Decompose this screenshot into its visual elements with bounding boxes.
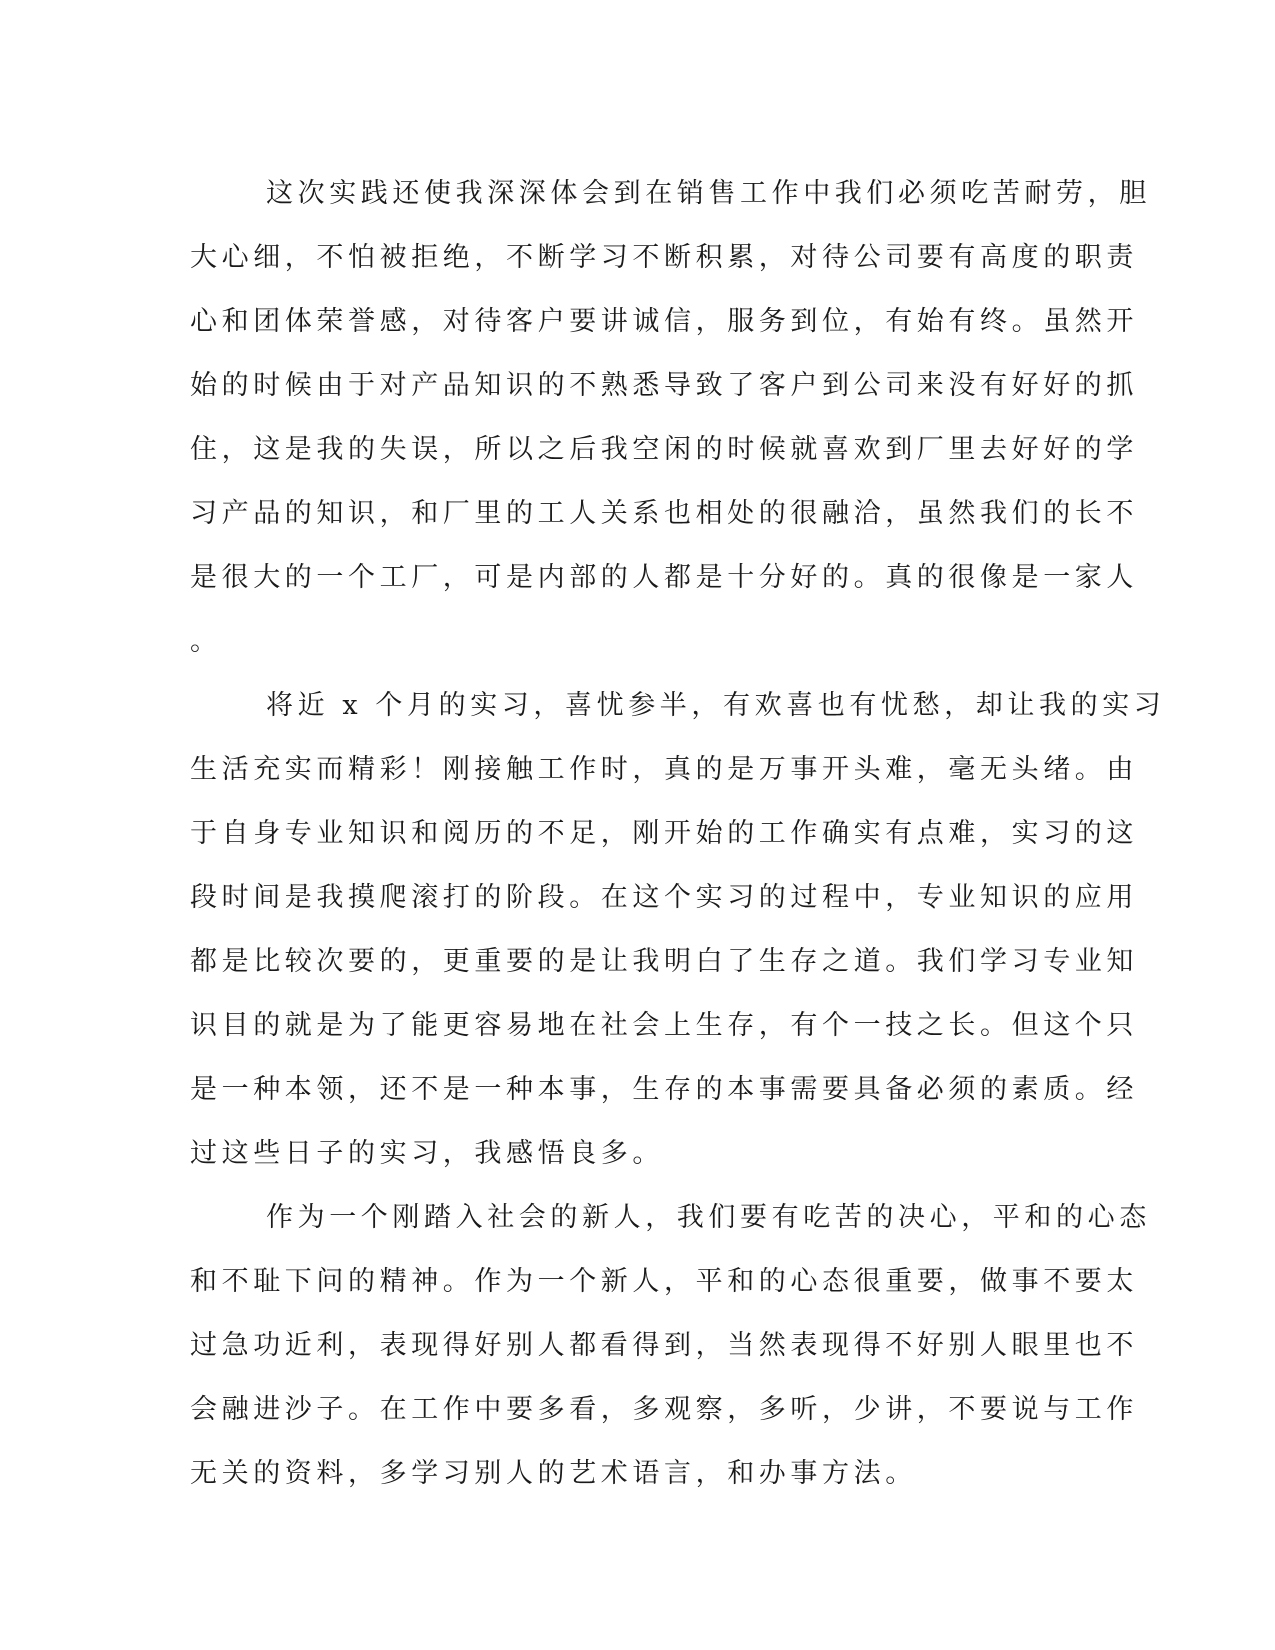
- text-line: 于自身专业知识和阅历的不足，刚开始的工作确实有点难，实习的这: [190, 818, 1138, 849]
- text-line: 和不耻下问的精神。作为一个新人，平和的心态很重要，做事不要太: [190, 1266, 1138, 1297]
- text-line: 识目的就是为了能更容易地在社会上生存，有个一技之长。但这个只: [190, 1010, 1138, 1041]
- text-line: 段时间是我摸爬滚打的阶段。在这个实习的过程中，专业知识的应用: [190, 882, 1138, 913]
- text-line: 会融进沙子。在工作中要多看，多观察，多听，少讲，不要说与工作: [190, 1394, 1138, 1425]
- text-line: 。: [190, 626, 222, 657]
- paragraph-2: [190, 674, 1166, 1186]
- text-line: 都是比较次要的，更重要的是让我明白了生存之道。我们学习专业知: [190, 946, 1138, 977]
- text-line: 大心细，不怕被拒绝，不断学习不断积累，对待公司要有高度的职责: [190, 242, 1138, 273]
- text-line: 作为一个刚踏入社会的新人，我们要有吃苦的决心，平和的心态: [266, 1202, 1151, 1233]
- text-line: 是一种本领，还不是一种本事，生存的本事需要具备必须的素质。经: [190, 1074, 1138, 1105]
- paragraph-3: [190, 1186, 1151, 1506]
- document-body: [190, 162, 1166, 1506]
- text-line: 生活充实而精彩！刚接触工作时，真的是万事开头难，毫无头绪。由: [190, 754, 1138, 785]
- text-line: 这次实践还使我深深体会到在销售工作中我们必须吃苦耐劳，胆: [266, 178, 1151, 209]
- text-line: 过这些日子的实习，我感悟良多。: [190, 1138, 664, 1169]
- text-line: 习产品的知识，和厂里的工人关系也相处的很融洽，虽然我们的长不: [190, 498, 1138, 529]
- text-line: 过急功近利，表现得好别人都看得到，当然表现得不好别人眼里也不: [190, 1330, 1138, 1361]
- text-line: 始的时候由于对产品知识的不熟悉导致了客户到公司来没有好好的抓: [190, 370, 1138, 401]
- text-line: 是很大的一个工厂，可是内部的人都是十分好的。真的很像是一家人: [190, 562, 1138, 593]
- text-line: 心和团体荣誉感，对待客户要讲诚信，服务到位，有始有终。虽然开: [190, 306, 1138, 337]
- text-line: 无关的资料，多学习别人的艺术语言，和办事方法。: [190, 1458, 917, 1489]
- text-line: 住，这是我的失误，所以之后我空闲的时候就喜欢到厂里去好好的学: [190, 434, 1138, 465]
- paragraph-1: [190, 162, 1151, 674]
- text-line: 将近 x 个月的实习，喜忧参半，有欢喜也有忧愁，却让我的实习: [266, 690, 1166, 721]
